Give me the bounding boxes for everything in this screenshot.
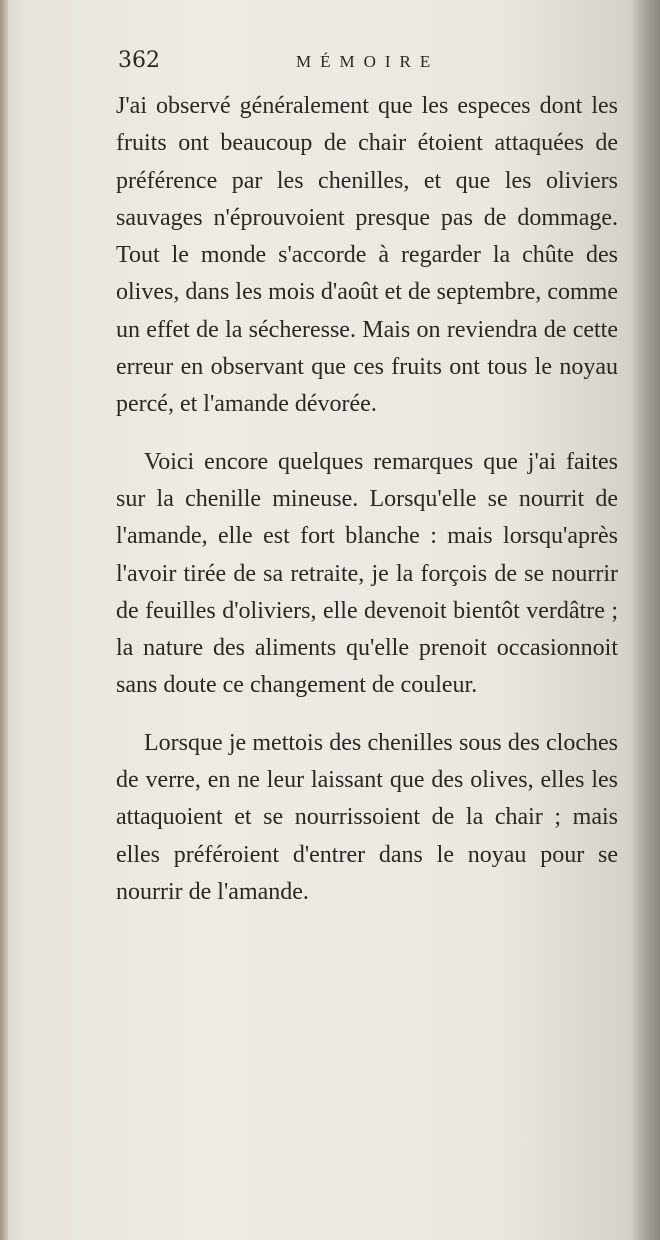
body-text xyxy=(116,88,618,911)
page-gutter-shadow xyxy=(632,0,660,1240)
paragraph-3: Lorsque je mettois des chenilles sous des cloches de verre, en ne leur laissant que des olives, elles les attaquoient et se nourrissoient de la chair ; mais elles préféroient d'entrer dans le noyau pour se nourrir de l'amande. xyxy=(116,729,618,905)
page-number: 362 xyxy=(118,48,160,73)
running-head: MÉMOIRE xyxy=(296,52,440,71)
paragraph-1: J'ai observé généralement que les especes dont les fruits ont beaucoup de chair étoient attaquées de préférence par les chenilles, et que les oliviers sauvages n'éprouvoient presque pas de dommage. Tout le monde s'accorde à regarder la chûte des olives, dans les mois d'août et de septembre, comme un effet de la sécheresse. Mais on reviendra de cette erreur en observant que ces fruits ont tous le noyau percé, et l'amande dévorée. xyxy=(116,93,618,418)
page-left-edge xyxy=(0,0,8,1240)
page-header xyxy=(118,48,618,82)
paragraph-2: Voici encore quelques remarques que j'ai faites sur la chenille mineuse. Lorsqu'elle se nourrit de l'amande, elle est fort blanche : mais lorsqu'après l'avoir tirée de sa retraite, je la forçois de se nourrir de feuilles d'oliviers, elle devenoit bientôt verdâtre ; la nature des aliments qu'elle prenoit occasionnoit sans doute ce changement de couleur. xyxy=(116,448,618,699)
